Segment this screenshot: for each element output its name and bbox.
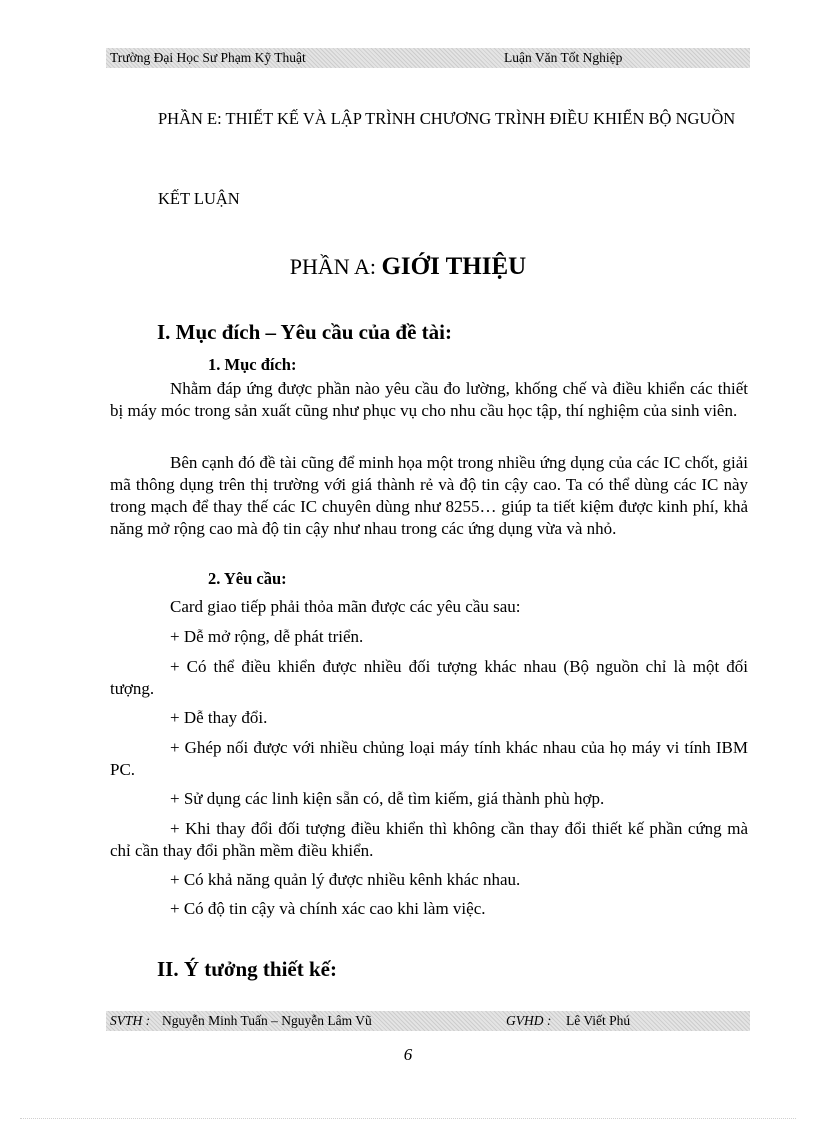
footer-gvhd-name: Lê Viết Phú	[566, 1013, 631, 1028]
part-title-prefix: PHẦN A:	[289, 254, 382, 279]
page-footer	[106, 1011, 750, 1031]
part-title	[0, 253, 816, 281]
requirement-item: + Khi thay đổi đối tượng điều khiển thì không cần thay đổi thiết kế phần cứng mà chỉ cần thay đổi phần mềm điều khiển.	[110, 819, 748, 860]
section1-heading: I. Mục đích – Yêu cầu của đề tài:	[157, 320, 452, 344]
toc-conclusion: KẾT LUẬN	[158, 189, 240, 208]
toc-part-e: PHẦN E: THIẾT KẾ VÀ LẬP TRÌNH CHƯƠNG TRÌNH ĐIỀU KHIỂN BỘ NGUỒN	[158, 109, 736, 128]
requirement-item: + Có thể điều khiển được nhiều đối tượng khác nhau (Bộ nguồn chỉ là một đối tượng.	[110, 657, 748, 698]
page-number: 6	[403, 1045, 413, 1064]
subsection-requirements-heading: 2. Yêu cầu:	[208, 569, 287, 588]
header-school: Trường Đại Học Sư Phạm Kỹ Thuật	[110, 50, 306, 65]
requirement-item: + Dễ mở rộng, dễ phát triển.	[170, 627, 364, 646]
section2-heading: II. Ý tưởng thiết kế:	[157, 957, 337, 981]
requirement-item: + Ghép nối được với nhiều chủng loại máy tính khác nhau của họ máy vi tính IBM PC.	[110, 738, 748, 779]
requirement-item: + Dễ thay đổi.	[170, 708, 268, 727]
footer-svth-label: SVTH :	[110, 1013, 151, 1028]
requirement-item: + Có khả năng quản lý được nhiều kênh khác nhau.	[170, 870, 521, 889]
page-bottom-divider	[20, 1118, 796, 1119]
requirement-item: + Sử dụng các linh kiện sẵn có, dễ tìm kiếm, giá thành phù hợp.	[170, 789, 605, 808]
header-thesis: Luận Văn Tốt Nghiệp	[504, 50, 623, 65]
footer-gvhd-label: GVHD :	[506, 1013, 552, 1028]
requirements-intro: Card giao tiếp phải thỏa mãn được các yêu cầu sau:	[170, 597, 521, 616]
part-title-main: GIỚI THIỆU	[381, 253, 527, 280]
purpose-paragraph-2: Bên cạnh đó đề tài cũng để minh họa một trong nhiều ứng dụng của các IC chốt, giải mã thông dụng trên thị trường với giá thành rẻ và độ tin cậy cao. Ta có thể dùng các IC này trong mạch để thay thế các IC chuyên dùng như 8255… giúp ta tiết kiệm được kinh phí, khả năng mở rộng cao mà độ tin cậy như nhau trong các ứng dụng vừa và nhỏ.	[110, 453, 748, 538]
page-header	[106, 48, 750, 68]
subsection-purpose-heading: 1. Mục đích:	[208, 355, 297, 374]
footer-svth-names: Nguyễn Minh Tuấn – Nguyễn Lâm Vũ	[162, 1013, 372, 1028]
purpose-paragraph-1: Nhằm đáp ứng được phần nào yêu cầu đo lường, khống chế và điều khiển các thiết bị máy móc trong sản xuất cũng như phục vụ cho nhu cầu học tập, thí nghiệm của sinh viên.	[110, 379, 748, 420]
requirement-item: + Có độ tin cậy và chính xác cao khi làm việc.	[170, 899, 486, 918]
